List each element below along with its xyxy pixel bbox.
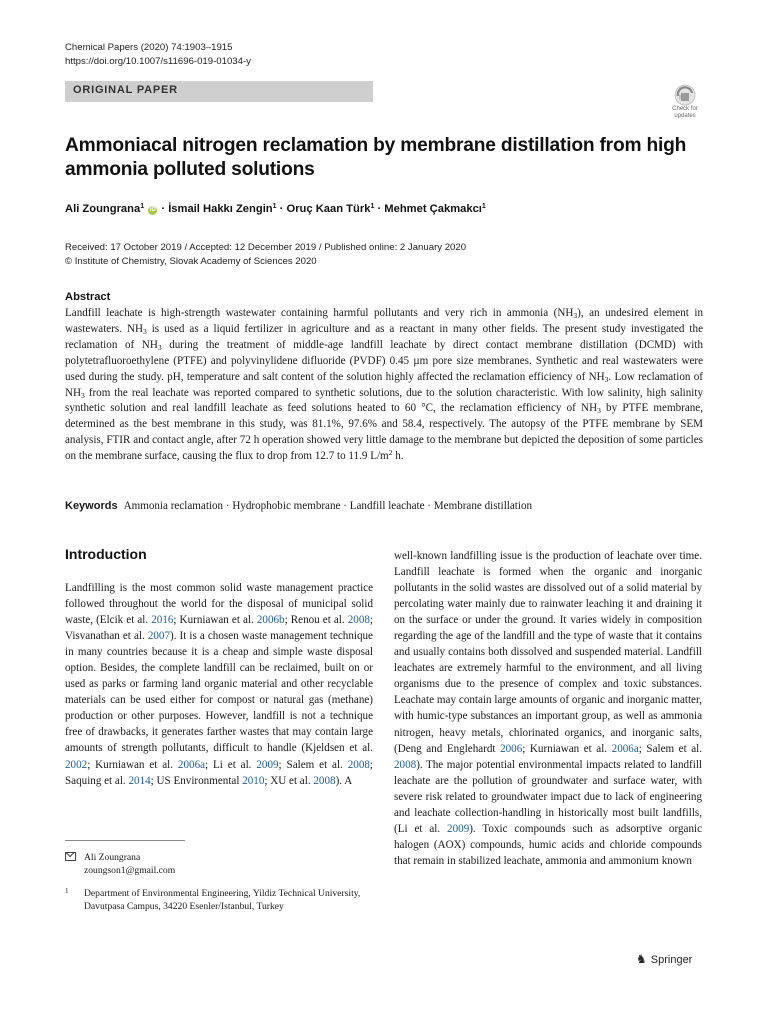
keywords <box>65 500 705 512</box>
citation-link[interactable]: 2006 <box>500 742 523 755</box>
body-text: ; Saquing et al. <box>65 758 373 787</box>
citation-link[interactable]: 2008 <box>394 758 417 771</box>
body-text: ; Renou et al. <box>284 614 348 627</box>
abstract-heading: Abstract <box>65 291 111 303</box>
orcid-icon[interactable]: iD <box>149 207 156 213</box>
body-text: ; XU et al. <box>264 774 314 787</box>
keywords-label: Keywords <box>65 500 118 512</box>
citation-link[interactable]: 2006a <box>611 742 639 755</box>
author-name[interactable]: Oruç Kaan Türk <box>286 203 371 215</box>
introduction-heading: Introduction <box>65 546 147 562</box>
citation-link[interactable]: 2007 <box>147 630 170 643</box>
body-text: Landfilling is the most common solid waste management practice followed throughout the world for the disposal of municipal solid waste, (Elcik et al. <box>65 582 373 627</box>
author-name[interactable]: İsmail Hakkı Zengin <box>168 203 273 215</box>
citation-link[interactable]: 2009 <box>256 758 279 771</box>
abstract-text: h. <box>392 450 404 463</box>
superscript: 2 <box>388 448 393 458</box>
date-history: Received: 17 October 2019 / Accepted: 12 December 2019 / Published online: 2 January 2020 <box>65 242 467 253</box>
corresponding-author-email[interactable]: zoungson1@gmail.com <box>84 865 176 876</box>
check-badge-line1: Check for <box>672 106 698 112</box>
abstract-text: Landfill leachate is high-strength wastewater containing harmful pollutants and very rich in ammonia (NH <box>65 307 574 319</box>
body-text: well-known landfilling issue is the production of leachate over time. Landfill leachate is formed when the organic and inorganic pollutants in the solid wastes are dissolved out of a solid material by percolating water mainly due to rainwater leaching it and draining it on the surface or under the ground. It varies widely in composition regarding the age of the landfill and the type of waste that it contains and usually contains both dissolved and suspended material. Landfill leachates are extremely harmful to the environment, and all living organisms due to the presence of complex and toxic substances. Leachate may contain large amounts of organic and inorganic matter, with humic-type substances an important group, as well as ammonia nitrogen, heavy metals, chlorinated organics, and inorganic salts, (Deng and Englehardt <box>394 550 702 755</box>
corresponding-author-name: Ali Zoungrana <box>84 852 141 863</box>
paper-title: Ammoniacal nitrogen reclamation by membrane distillation from high ammonia polluted solutions <box>65 135 687 180</box>
abstract-text: is used as a liquid fertilizer in agriculture and as a reactant in many other fields. The present study investigated the reclamation of NH <box>65 322 703 351</box>
abstract-text: by PTFE membrane, determined as the best membrane in this study, was 81.1%, 97.6% and 58.4, respectively. The autopsy of the PTFE membrane by SEM analysis, FTIR and contact angle, after 72 h operation showed very little damage to the membrane but depicted the deposition of some particles on the membrane surface, causing the flux to drop from 12.7 to 11.9 L/m <box>65 402 703 463</box>
citation-link[interactable]: 2014 <box>128 774 151 787</box>
body-text: ; Salem et al. <box>638 742 703 755</box>
author-affiliation-mark: 1 <box>272 203 277 210</box>
body-text: ). Toxic compounds such as adsorptive organic halogen (AOX) compounds, humic acids and chloride compounds that remain in stabilized leachate, ammonia and ammonium known <box>394 822 702 867</box>
body-text: ; Kurniawan et al. <box>522 742 612 755</box>
section-label: ORIGINAL PAPER <box>73 84 178 96</box>
subscript: 3 <box>604 374 609 384</box>
doi-link[interactable]: https://doi.org/10.1007/s11696-019-01034-y <box>65 56 251 67</box>
abstract-body <box>65 306 703 465</box>
envelope-icon <box>65 852 76 861</box>
copyright-line: © Institute of Chemistry, Slovak Academy of Sciences 2020 <box>65 255 317 267</box>
subscript: 3 <box>81 390 85 400</box>
body-text: ; US Environmental <box>150 774 243 787</box>
body-text: ; Kurniawan et al. <box>87 758 178 771</box>
citation-link[interactable]: 2010 <box>242 774 265 787</box>
body-text: ; Kurniawan et al. <box>173 614 257 627</box>
author-list: Ali Zoungrana$^1$ iD · İsmail Hakkı Zengin$^1$ · Oruç Kaan Türk$^1$ · Mehmet Çakmakcı$^1$ <box>65 203 486 215</box>
author-name[interactable]: Mehmet Çakmakcı <box>384 203 482 215</box>
author-affiliation-mark: 1 <box>481 203 486 210</box>
check-for-updates-icon <box>666 84 704 106</box>
section-label-bar <box>65 81 373 102</box>
body-column-left <box>65 580 373 789</box>
subscript: 3 <box>143 326 147 336</box>
body-text: ; Salem et al. <box>278 758 348 771</box>
body-text: ; Visvanathan et al. <box>65 614 373 643</box>
citation-link[interactable]: 2008 <box>347 614 370 627</box>
citation-link[interactable]: 2006a <box>177 758 206 771</box>
abstract-text: . Low reclamation of NH <box>65 370 703 399</box>
citation-link[interactable]: 2008 <box>313 774 336 787</box>
body-text: ). The major potential environmental impacts related to landfill leachate are the pollution of groundwater and surface water, with severe risk related to groundwater impact due to lack of engineering and leachate collection-handling in historically most built landfills, (Li et al. <box>394 758 702 835</box>
citation-link[interactable]: 2008 <box>347 758 370 771</box>
check-for-updates-badge[interactable] <box>666 84 704 124</box>
citation-link[interactable]: 2006b <box>256 614 285 627</box>
body-text: ). It is a chosen waste management technique in many countries because it is a cheap and simple waste disposal option. Besides, the complete landfill can be reclaimed, built on or used as parks or farming land organic material and other recyclable materials can be used either for compost or natural gas (methane) production or other purposes. However, landfill is not a technique free of drawbacks, it generates farther wastes that may contain large amounts of strength pollutants, difficult to handle (Kjeldsen et al. <box>65 630 373 755</box>
subscript: 3 <box>597 406 601 416</box>
author-name[interactable]: Ali Zoungrana <box>65 203 141 215</box>
abstract-text: from the real leachate was reported compared to synthetic solutions, due to the solution characteristic. With low salinity, high salinity synthetic solution and real landfill leachate as feed solutions heated to 60 °C, the reclamation efficiency of NH <box>65 386 703 415</box>
citation-link[interactable]: 2016 <box>151 614 174 627</box>
body-text: ). A <box>335 774 353 787</box>
abstract-text: during the treatment of middle-age landfill leachate by direct contact membrane distillation (DCMD) with polytetrafluoroethylene (PTFE) and polyvinylidene difluoride (PVDF) 0.45 µm pore size membranes. Synthetic and real wastewaters were used during the study. pH, temperature and salt content of the solution highly affected the reclamation efficiency of NH <box>65 338 703 383</box>
publisher-logo <box>636 952 692 966</box>
body-text: ; Li et al. <box>205 758 257 771</box>
affiliation-text: Department of Environmental Engineering, Yildiz Technical University, Davutpasa Campus, 34220 Esenler/Istanbul, Turkey <box>84 888 361 912</box>
springer-horse-icon: ♞ <box>636 952 647 966</box>
affiliation-number: 1 <box>65 887 69 895</box>
check-badge-line2: updates <box>674 113 696 119</box>
citation-link[interactable]: 2002 <box>65 758 88 771</box>
keywords-text: Ammonia reclamation · Hydrophobic membrane · Landfill leachate · Membrane distillation <box>123 500 533 512</box>
abstract-text: ), an undesired element in wastewaters. NH <box>65 307 703 335</box>
journal-citation: Chemical Papers (2020) 74:1903–1915 <box>65 42 233 53</box>
publication-dates <box>65 241 466 268</box>
subscript: 3 <box>573 311 578 320</box>
citation-link[interactable]: 2009 <box>447 822 470 835</box>
publisher-name: Springer <box>650 954 693 966</box>
author-affiliation-mark: 1 <box>140 203 145 210</box>
body-column-right <box>394 548 702 869</box>
journal-header <box>65 41 251 69</box>
subscript: 3 <box>157 342 162 352</box>
footnote-divider <box>65 840 185 841</box>
author-affiliation-mark: 1 <box>370 203 375 210</box>
